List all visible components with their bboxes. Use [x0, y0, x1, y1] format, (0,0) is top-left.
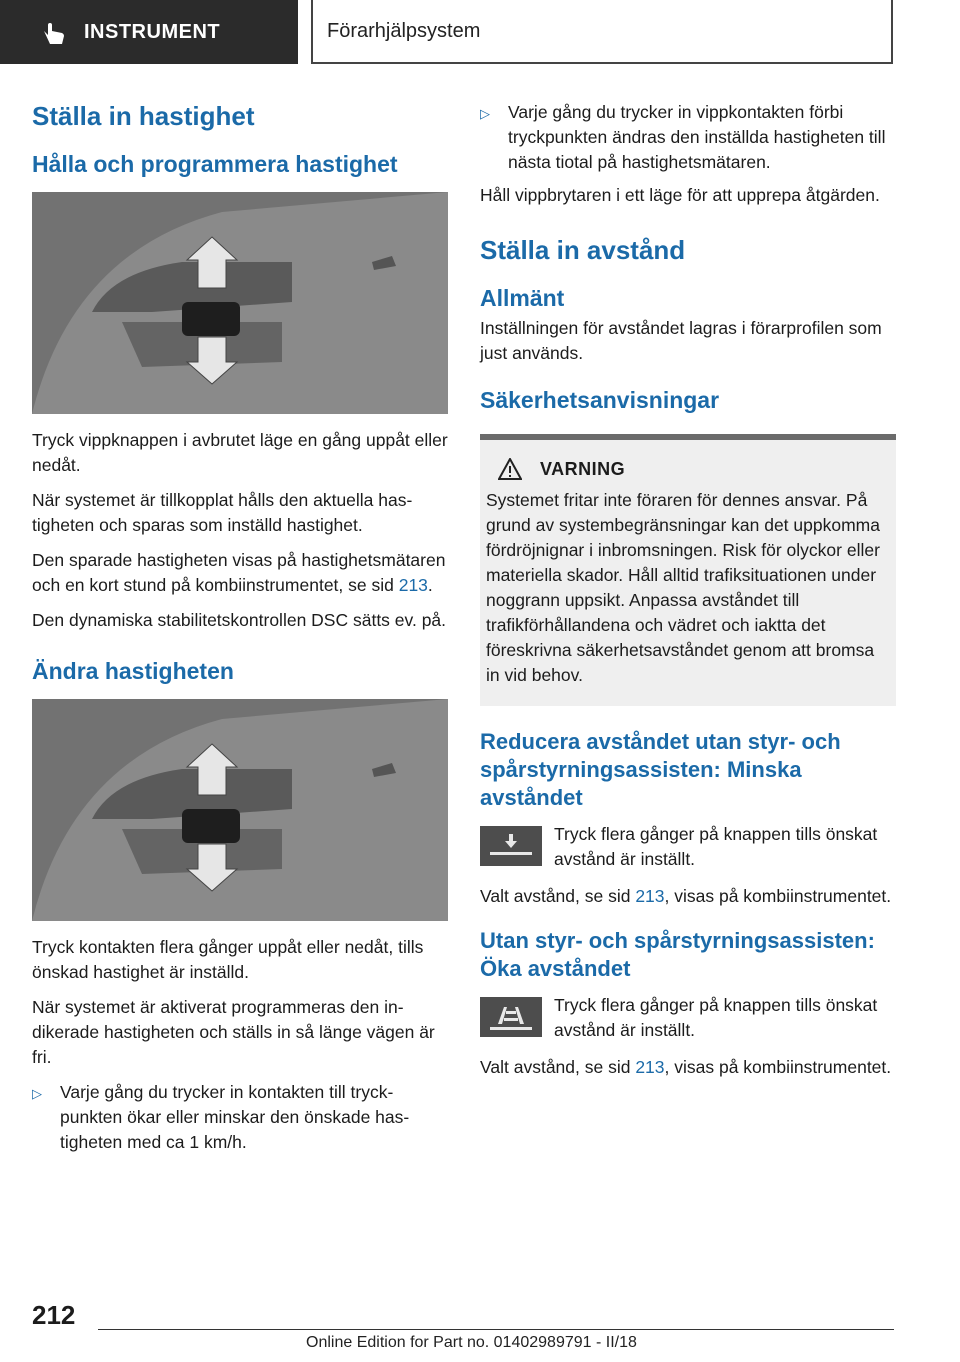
- section-label: INSTRUMENT: [84, 20, 221, 43]
- steering-wheel-image: [32, 192, 448, 414]
- footer-divider: [98, 1329, 894, 1330]
- distance-decrease-icon: [480, 826, 542, 866]
- right-column: [480, 100, 896, 1090]
- list-item: ▷ Varje gång du trycker in vippkontakten förbi tryckpunkten ändras den inställda hastigheten till nästa tiotal på hastighetsmätaren.: [480, 100, 896, 175]
- paragraph-saved-speed: Den sparade hastigheten visas på hastighetsmätaren och en kort stund på kombiinstrumentet, se sid 213.: [32, 550, 446, 595]
- page-number: 212: [32, 1300, 76, 1330]
- paragraph-press-switch: Tryck kontakten flera gånger uppåt eller nedåt, tills önskad hastighet är inställd.: [32, 937, 424, 982]
- warning-box: [480, 434, 896, 706]
- paragraph-press-rocker: Tryck vippknappen i avbrutet läge en gång uppåt eller nedåt.: [32, 430, 448, 475]
- paragraph-dsc: Den dynamiska stabilitetskontrollen DSC sätts ev. på.: [32, 610, 447, 630]
- heading-set-distance: Ställa in avstånd: [480, 235, 686, 265]
- steering-wheel-image-2: [32, 699, 448, 921]
- reduce-instruction: Tryck flera gånger på knappen tills önskat avstånd är inställt.: [480, 822, 896, 872]
- bullet-triangle-icon: ▷: [480, 106, 490, 121]
- page-header: [0, 0, 960, 66]
- paragraph-hold-switch: Håll vippbrytaren i ett läge för att upprepa åtgärden.: [480, 185, 880, 205]
- warning-triangle-icon: [498, 458, 522, 480]
- page-link[interactable]: 213: [635, 1057, 665, 1077]
- heading-change-speed: Ändra hastigheten: [32, 658, 234, 684]
- left-column: [32, 100, 448, 1163]
- list-item: ▷ Varje gång du trycker in kontakten till tryckpunkten ökar eller minskar den önskade hastigheten med ca 1 km/h.: [32, 1080, 448, 1155]
- heading-hold-speed: Hålla och programmera hastighet: [32, 151, 398, 177]
- page-link[interactable]: 213: [398, 575, 428, 595]
- warning-text: Systemet fritar inte föraren för dennes ansvar. På grund av systembegränsningar kan det uppkomma fördröjnignar i inbromsningen. Risk för olyckor eller materiella skador. Håll alltid trafiksituationen under noggrann uppsikt. Anpassa avståndet till trafikförhållandena och vädret och iaktta det föreskrivna säkerhetsavståndet genom att bromsa in vid behov.: [486, 490, 880, 685]
- paragraph-selected-distance-2: Valt avstånd, se sid 213, visas på kombiinstrumentet.: [480, 1057, 892, 1077]
- paragraph-system-on: När systemet är tillkopplat hålls den aktuella hastigheten och sparas som inställd hastighet.: [32, 490, 413, 535]
- distance-increase-icon: [480, 997, 542, 1037]
- paragraph-selected-distance: Valt avstånd, se sid 213, visas på kombiinstrumentet.: [480, 886, 892, 906]
- page-link[interactable]: 213: [635, 886, 665, 906]
- bullet-triangle-icon: ▷: [32, 1086, 42, 1101]
- chapter-label: Förarhjälpsystem: [327, 19, 481, 42]
- section-tab: [0, 0, 298, 64]
- heading-general: Allmänt: [480, 285, 565, 311]
- chapter-tab: [311, 0, 893, 64]
- increase-instruction: Tryck flera gånger på knappen tills önskat avstånd är inställt.: [480, 993, 896, 1043]
- edition-text: Online Edition for Part no. 01402989791 - II/18: [306, 1334, 637, 1351]
- heading-increase-distance: Utan styr- och spårstyrningsassisten: Öka avståndet: [480, 928, 875, 981]
- paragraph-indicated-speed: När systemet är aktiverat programmeras den indikerade hastigheten och ställs in så länge vägen är fri.: [32, 997, 435, 1067]
- heading-set-speed: Ställa in hastighet: [32, 101, 255, 131]
- heading-safety: Säkerhetsanvisningar: [480, 387, 720, 413]
- pointing-hand-icon: [38, 17, 68, 47]
- paragraph-driver-profile: Inställningen för avståndet lagras i förarprofilen som just används.: [480, 318, 882, 363]
- heading-reduce-distance: Reducera avståndet utan styr- och spårstyrningsassisten: Minska avståndet: [480, 729, 841, 810]
- warning-title: VARNING: [540, 458, 626, 479]
